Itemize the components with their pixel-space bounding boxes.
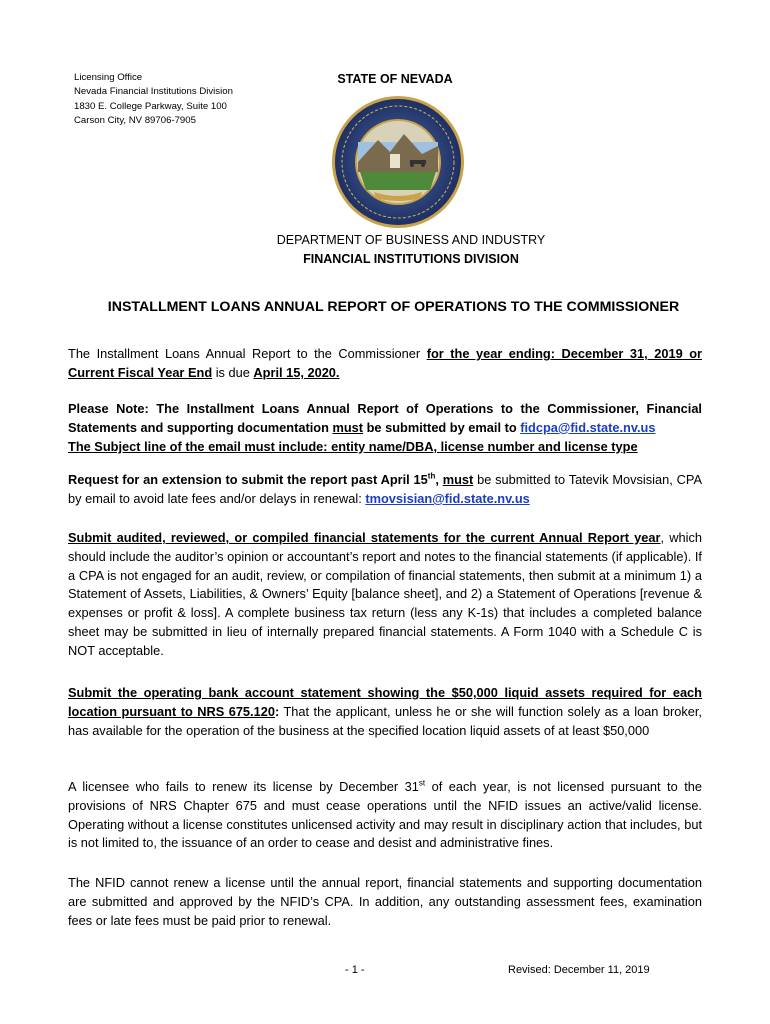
- text-run: :: [274, 703, 280, 719]
- revision-date: Revised: December 11, 2019: [508, 964, 650, 976]
- text-run: is due: [212, 364, 254, 380]
- text-run: Request for an extension to submit the report past April 15: [68, 472, 428, 487]
- bank-statement-paragraph: [68, 684, 702, 740]
- licensing-office-address: [74, 71, 233, 129]
- subject-line-instruction: The Subject line of the email must include: entity name/DBA, license number and license type: [68, 438, 638, 454]
- text-run: ,: [435, 472, 443, 487]
- text-run: be submitted by email to: [363, 419, 521, 435]
- text-run: of each year, is not licensed pursuant to the provisions of NRS Chapter 675 and must cease operations until the NFID issues an active/valid license. Operating without a license constitutes unlicensed activity and may result in disciplinary action that includes, but is not limited to, the issuance of an order to cease and desist and administrative fines.: [68, 779, 702, 851]
- text-run: The Installment Loans Annual Report to the Commissioner: [68, 346, 427, 361]
- text-run: Please Note: The Installment Loans Annual Report of Operations to the Commissioner, Financial Statements and supporting documentation: [68, 401, 702, 435]
- state-heading: STATE OF NEVADA: [337, 72, 453, 86]
- address-line: 1830 E. College Parkway, Suite 100: [74, 100, 227, 112]
- text-run: That the applicant, unless he or she will function solely as a loan broker, has available for the operation of the business at the specified location liquid assets of at least $50,000: [68, 703, 702, 738]
- due-date-text: April 15, 2020.: [253, 364, 340, 380]
- please-note-paragraph: [68, 400, 702, 456]
- text-run: Submit the operating bank account statement showing the $50,000 liquid assets required for each location pursuant to NRS 675.120: [68, 685, 702, 719]
- state-seal-icon: [330, 94, 466, 230]
- text-run: , which should include the auditor’s opinion or accountant’s report and notes to the financial statements (if applicable). If a CPA is not engaged for an audit, review, or compilation of financial statements, then submit at a minimum 1) a Statement of Assets, Liabilities, & Owners’ Equity [balance sheet], and 2) a Statement of Operations [revenue & expenses or profit & loss]. A complete business tax return (less any K-1s) that includes a completed balance sheet may be submitted in lieu of internally prepared financial statements. A Form 1040 with a Schedule C is NOT acceptable.: [68, 530, 702, 658]
- department-name: DEPARTMENT OF BUSINESS AND INDUSTRY: [276, 233, 546, 247]
- address-line: Carson City, NV 89706-7905: [74, 115, 196, 127]
- address-line: Nevada Financial Institutions Division: [74, 86, 233, 98]
- text-run: The NFID cannot renew a license until the annual report, financial statements and supporting documentation are submitted and approved by the NFID’s CPA. In addition, any outstanding assessment fees, examination fees or late fees must be paid prior to renewal.: [68, 875, 702, 928]
- text-run: A licensee who fails to renew its license by December 31: [68, 779, 419, 794]
- license-renewal-paragraph: [68, 778, 702, 853]
- page-number: - 1 -: [345, 964, 365, 976]
- financial-statements-paragraph: [68, 529, 702, 661]
- year-ending-text: for the year ending: December 31, 2019 or Current Fiscal Year End: [68, 346, 702, 380]
- superscript: st: [418, 778, 426, 788]
- renewal-requirements-paragraph: [68, 874, 702, 930]
- tmovsisian-email-link[interactable]: tmovsisian@fid.state.nv.us: [365, 490, 530, 506]
- text-run: Submit audited, reviewed, or compiled financial statements for the current Annual Report year: [68, 530, 661, 545]
- text-run: be submitted to Tatevik Movsisian, CPA by email to avoid late fees and/or delays in renewal:: [68, 472, 702, 506]
- address-line: Licensing Office: [74, 72, 143, 83]
- document-title: INSTALLMENT LOANS ANNUAL REPORT OF OPERATIONS TO THE COMMISSIONER: [107, 299, 680, 315]
- must-text: must: [442, 472, 474, 487]
- fidcpa-email-link[interactable]: fidcpa@fid.state.nv.us: [520, 419, 656, 435]
- due-date-paragraph: [68, 345, 702, 383]
- superscript: th: [427, 471, 436, 481]
- division-name: FINANCIAL INSTITUTIONS DIVISION: [303, 252, 519, 266]
- must-text: must: [332, 419, 364, 435]
- extension-request-paragraph: [68, 471, 702, 509]
